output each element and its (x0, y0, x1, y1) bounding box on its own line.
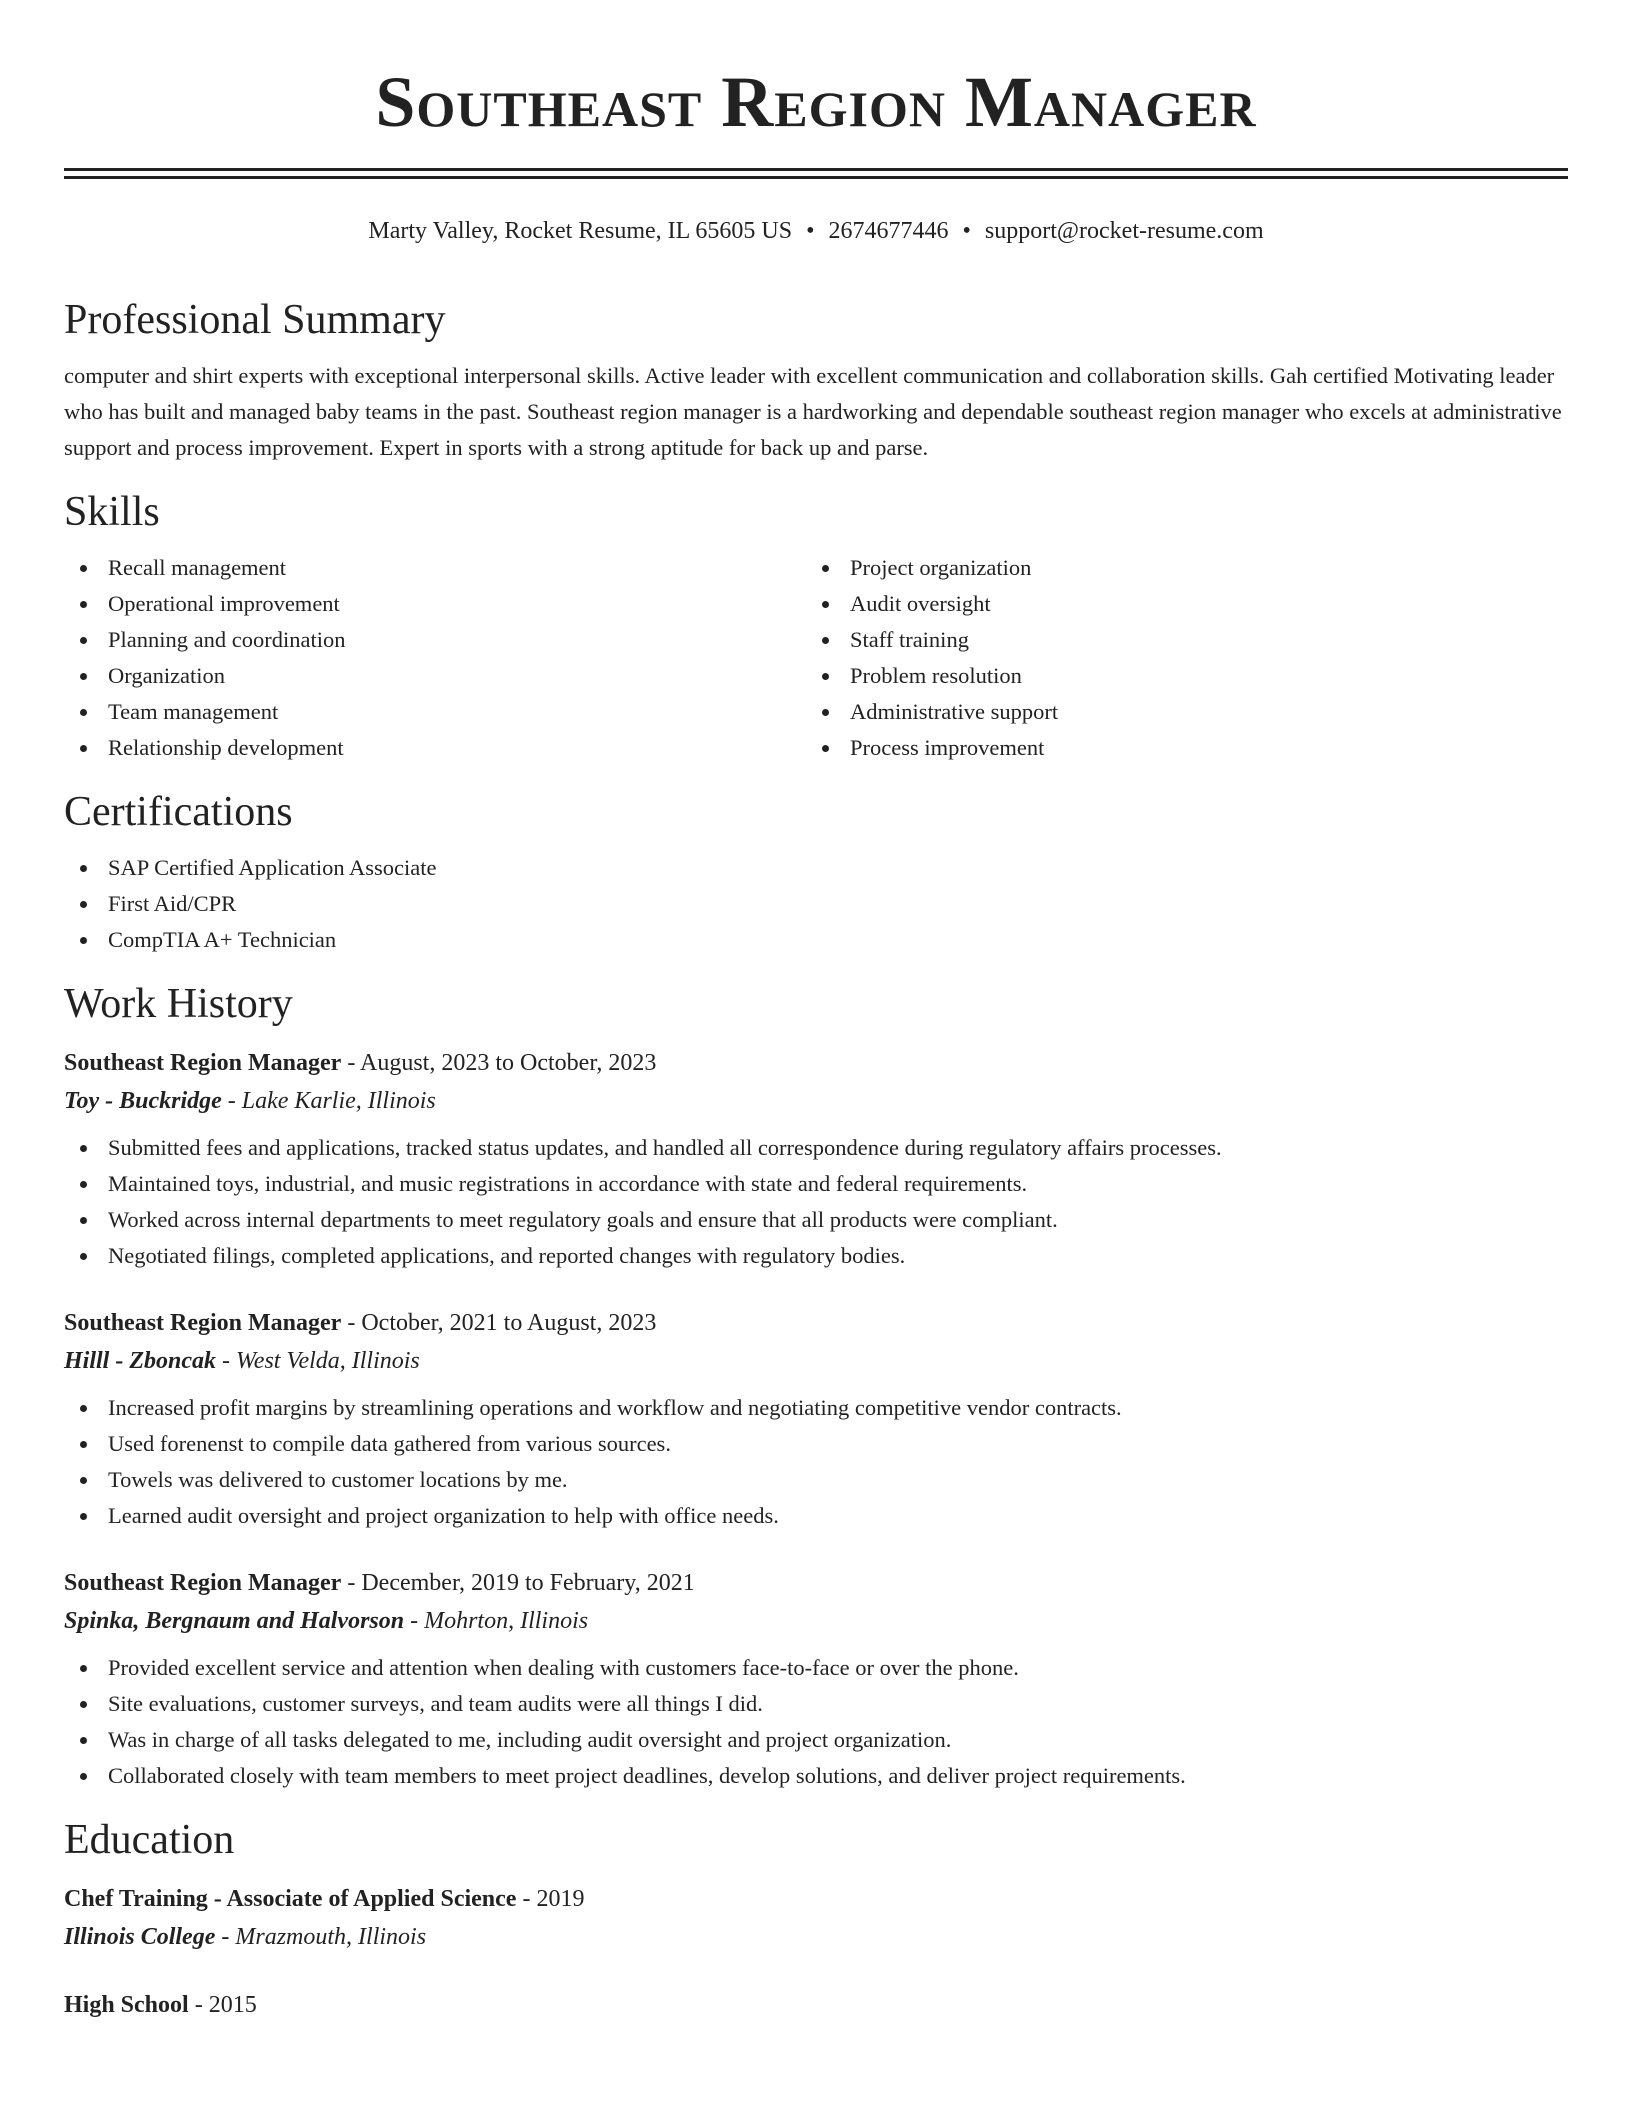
job-location: West Velda, Illinois (236, 1348, 420, 1374)
job-dates: October, 2021 to August, 2023 (361, 1310, 657, 1336)
resume-title: Southeast Region Manager (375, 62, 1257, 142)
job-title: Southeast Region Manager (64, 1570, 342, 1596)
job-entry (64, 1044, 1568, 1274)
skills-heading: Skills (64, 489, 160, 535)
certification-item: CompTIA A+ Technician (64, 922, 1568, 958)
job-dates: December, 2019 to February, 2021 (361, 1570, 695, 1596)
certifications-list (64, 850, 1568, 958)
skill-item: Audit oversight (806, 586, 1548, 622)
education-section (64, 1808, 1568, 2024)
job-bullet: Negotiated filings, completed applications, and reported changes with regulatory bodies. (64, 1238, 1568, 1274)
skill-item: Problem resolution (806, 658, 1548, 694)
education-entry (64, 1986, 1568, 2024)
title-double-rule (64, 168, 1568, 179)
education-degree: Chef Training - Associate of Applied Science (64, 1886, 517, 1912)
summary-text: computer and shirt experts with exceptional interpersonal skills. Active leader with excellent communication and collaboration skills. Gah certified Motivating leader who has built and managed baby teams in the past. Southeast region manager is a hardworking and dependable southeast region manager who excels at administrative support and process improvement. Expert in sports with a strong aptitude for back up and parse. (64, 363, 1562, 460)
job-company: Spinka, Bergnaum and Halvorson (64, 1608, 405, 1634)
education-school-line: Illinois College - Mrazmouth, Illinois (64, 1924, 427, 1950)
education-year: 2015 (208, 1992, 257, 2018)
certification-item: First Aid/CPR (64, 886, 1568, 922)
job-header: Southeast Region Manager - December, 2019 to February, 2021 (64, 1570, 695, 1596)
education-entry (64, 1880, 1568, 1956)
contact-separator: • (806, 218, 815, 244)
job-bullet: Was in charge of all tasks delegated to me, including audit oversight and project organization. (64, 1722, 1568, 1758)
job-bullet: Worked across internal departments to meet regulatory goals and ensure that all products were compliant. (64, 1202, 1568, 1238)
job-bullet: Provided excellent service and attention when dealing with customers face-to-face or over the phone. (64, 1650, 1568, 1686)
skill-item: Process improvement (806, 730, 1548, 766)
education-header: High School - 2015 (64, 1992, 257, 2018)
job-employer: Toy - Buckridge - Lake Karlie, Illinois (64, 1088, 436, 1114)
job-location: Mohrton, Illinois (424, 1608, 589, 1634)
contact-email: support@rocket-resume.com (984, 218, 1264, 244)
work-history-section (64, 972, 1568, 1794)
education-school: Illinois College (64, 1924, 216, 1950)
skill-item: Project organization (806, 550, 1548, 586)
job-bullet: Submitted fees and applications, tracked status updates, and handled all correspondence during regulatory affairs processes. (64, 1130, 1568, 1166)
education-degree: High School (64, 1992, 189, 2018)
skills-list-right (806, 550, 1548, 766)
skill-item: Operational improvement (64, 586, 806, 622)
job-bullet: Learned audit oversight and project organization to help with office needs. (64, 1498, 1568, 1534)
job-employer: Spinka, Bergnaum and Halvorson - Mohrton, Illinois (64, 1608, 589, 1634)
skill-item: Staff training (806, 622, 1548, 658)
contact-address: Marty Valley, Rocket Resume, IL 65605 US (368, 218, 793, 244)
job-company: Toy - Buckridge (64, 1088, 222, 1114)
skill-item: Administrative support (806, 694, 1548, 730)
job-entry (64, 1304, 1568, 1534)
skills-grid (64, 544, 1568, 766)
summary-section (64, 288, 1568, 466)
job-entry (64, 1564, 1568, 1794)
education-heading: Education (64, 1817, 235, 1863)
job-employer: Hilll - Zboncak - West Velda, Illinois (64, 1348, 420, 1374)
skill-item: Team management (64, 694, 806, 730)
job-bullet: Collaborated closely with team members to meet project deadlines, develop solutions, and deliver project requirements. (64, 1758, 1568, 1794)
work-history-heading: Work History (64, 981, 293, 1027)
job-header: Southeast Region Manager - August, 2023 to October, 2023 (64, 1050, 657, 1076)
job-bullet: Increased profit margins by streamlining operations and workflow and negotiating competitive vendor contracts. (64, 1390, 1568, 1426)
contact-line (64, 213, 1568, 249)
job-location: Lake Karlie, Illinois (241, 1088, 436, 1114)
job-bullet: Maintained toys, industrial, and music registrations in accordance with state and federal requirements. (64, 1166, 1568, 1202)
skill-item: Recall management (64, 550, 806, 586)
contact-separator: • (962, 218, 971, 244)
certifications-heading: Certifications (64, 789, 293, 835)
job-bullets (64, 1390, 1568, 1534)
resume-content (64, 288, 1568, 2024)
skills-list-left (64, 550, 806, 766)
skill-item: Organization (64, 658, 806, 694)
job-bullet: Towels was delivered to customer locations by me. (64, 1462, 1568, 1498)
job-bullets (64, 1130, 1568, 1274)
skill-item: Relationship development (64, 730, 806, 766)
certification-item: SAP Certified Application Associate (64, 850, 1568, 886)
job-bullets (64, 1650, 1568, 1794)
summary-heading: Professional Summary (64, 297, 446, 343)
job-company: Hilll - Zboncak (64, 1348, 216, 1374)
contact-phone: 2674677446 (828, 218, 949, 244)
job-bullet: Site evaluations, customer surveys, and team audits were all things I did. (64, 1686, 1568, 1722)
skill-item: Planning and coordination (64, 622, 806, 658)
education-location: Mrazmouth, Illinois (235, 1924, 427, 1950)
skills-section (64, 480, 1568, 766)
job-dates: August, 2023 to October, 2023 (360, 1050, 657, 1076)
job-title: Southeast Region Manager (64, 1310, 342, 1336)
job-title: Southeast Region Manager (64, 1050, 342, 1076)
education-year: 2019 (536, 1886, 585, 1912)
certifications-section (64, 780, 1568, 958)
job-header: Southeast Region Manager - October, 2021 to August, 2023 (64, 1310, 657, 1336)
education-header: Chef Training - Associate of Applied Science - 2019 (64, 1886, 585, 1912)
job-bullet: Used forenenst to compile data gathered from various sources. (64, 1426, 1568, 1462)
